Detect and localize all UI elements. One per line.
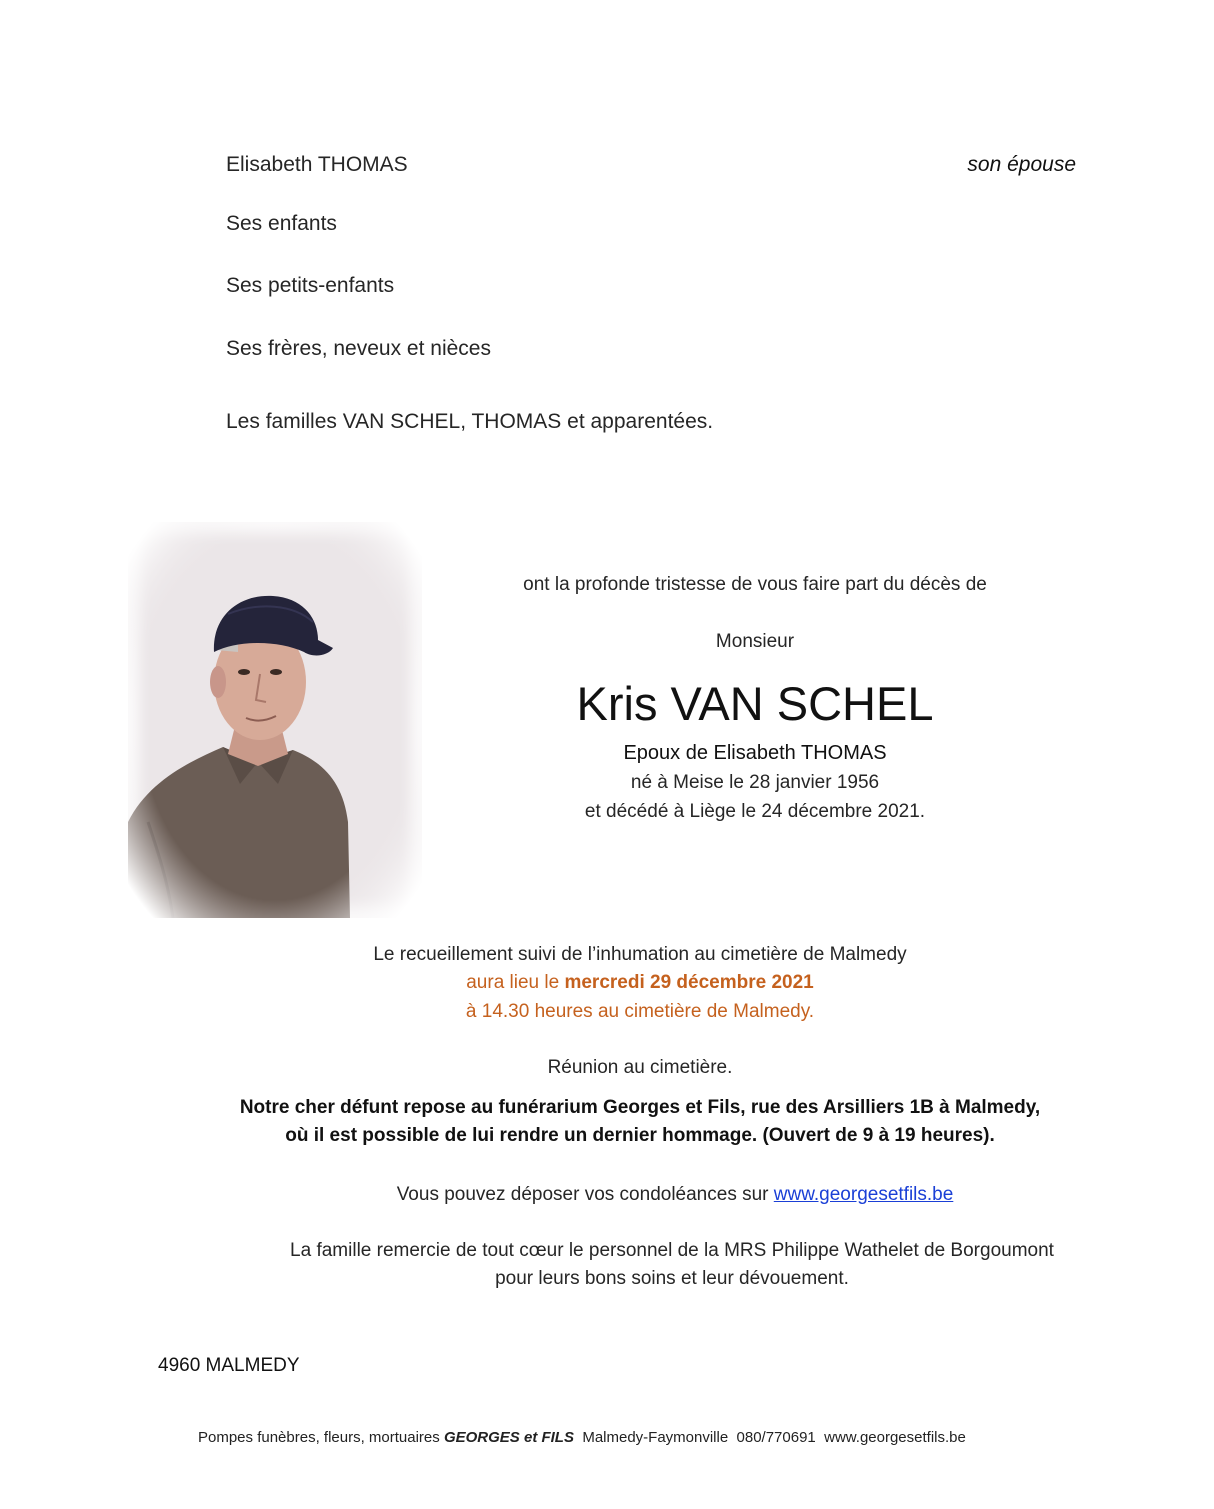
portrait-illustration [128,522,422,918]
birth-line: né à Meise le 28 janvier 1956 [630,772,880,793]
condolences-line [270,1184,1080,1206]
portrait-photo [122,516,428,924]
grandchildren-line: Ses petits-enfants [226,274,395,297]
announcement-intro: ont la profonde tristesse de vous faire part du décès de [523,574,987,595]
ceremony-line-2 [240,972,1040,994]
ceremony-line-3: à 14.30 heures au cimetière de Malmedy. [465,1001,815,1022]
deceased-name: Kris VAN SCHEL [576,677,934,730]
death-line: et décédé à Liège le 24 décembre 2021. [584,801,926,822]
address: 4960 MALMEDY [158,1355,300,1376]
spouse-line: Epoux de Elisabeth THOMAS [623,742,887,764]
footer-suffix: Malmedy-Faymonville 080/770691 www.georgesetfils.be [573,1429,966,1446]
families-line: Les familles VAN SCHEL, THOMAS et apparentées. [226,410,714,433]
footer-company: GEORGES et FILS [443,1429,574,1446]
siblings-line: Ses frères, neveux et nièces [226,337,491,360]
footer [198,1429,966,1446]
meeting-line: Réunion au cimetière. [547,1057,733,1078]
funerarium-line-2: où il est possible de lui rendre un dernier hommage. (Ouvert de 9 à 19 heures). [285,1125,995,1146]
thanks-line-2: pour leurs bons soins et leur dévouement. [495,1268,849,1289]
ceremony-line-1: Le recueillement suivi de l’inhumation au cimetière de Malmedy [373,944,907,965]
spouse-name: Elisabeth THOMAS [226,153,408,176]
ceremony-prefix: aura lieu le [466,972,565,993]
condolences-link[interactable]: www.georgesetfils.be [773,1184,954,1205]
thanks-line-1: La famille remercie de tout cœur le personnel de la MRS Philippe Wathelet de Borgoumont [290,1240,1054,1261]
spouse-role: son épouse [967,153,1076,176]
children-line: Ses enfants [226,212,337,235]
condolences-text: Vous pouvez déposer vos condoléances sur [396,1184,774,1205]
honorific: Monsieur [715,631,795,652]
footer-prefix: Pompes funèbres, fleurs, mortuaires [198,1429,444,1446]
funerarium-line-1: Notre cher défunt repose au funérarium Georges et Fils, rue des Arsilliers 1B à Malmedy, [239,1097,1041,1118]
ceremony-date: mercredi 29 décembre 2021 [564,972,814,993]
